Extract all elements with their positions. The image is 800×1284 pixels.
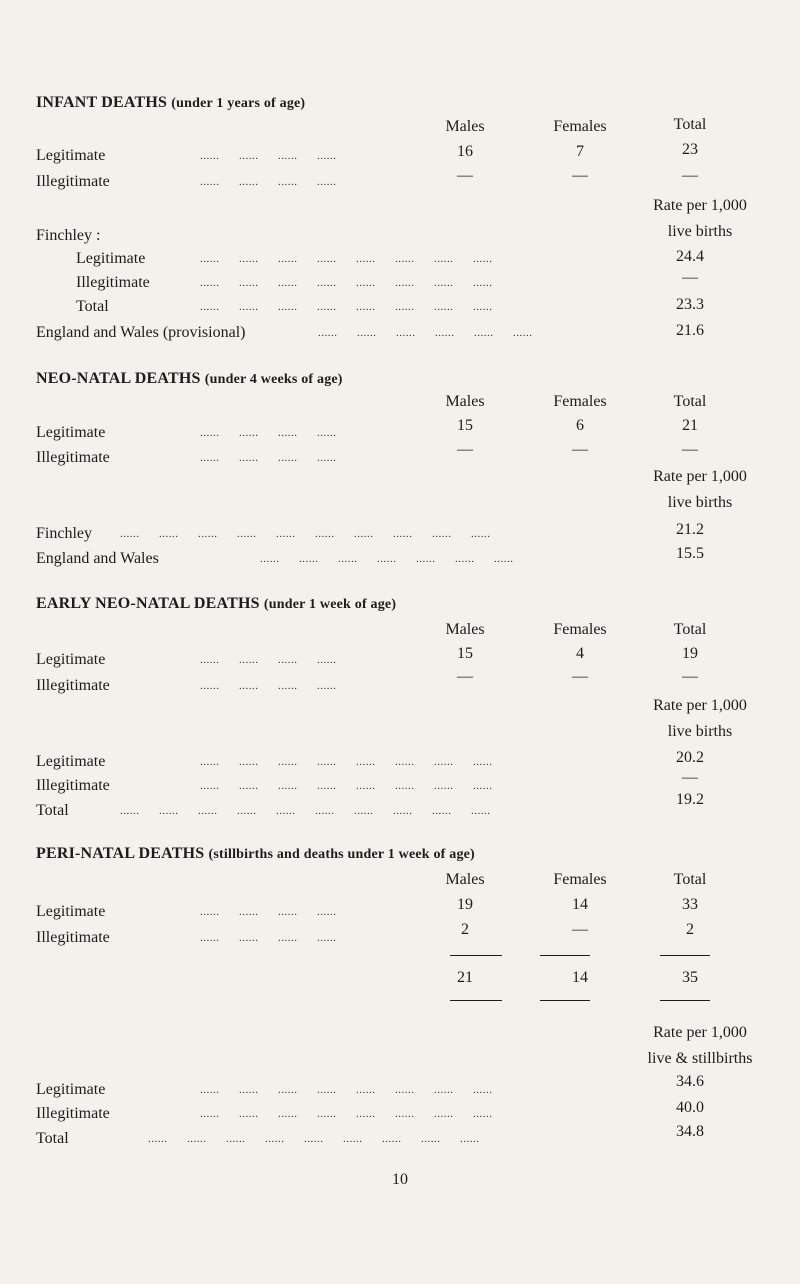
- perinatal-row-females: —: [572, 921, 588, 938]
- early-title: EARLY NEO-NATAL DEATHS: [36, 595, 260, 612]
- neonatal-rate-value: 21.2: [676, 521, 704, 538]
- perinatal-total-header: Total: [673, 871, 707, 888]
- rate-label: [615, 193, 785, 245]
- leader-dots: ...... ...... ...... ......: [200, 176, 337, 188]
- rate-label-line2: live births: [667, 723, 733, 740]
- infant-row-label: Illegitimate: [36, 173, 110, 190]
- infant-rate-value: 21.6: [676, 322, 704, 339]
- total-rule: [540, 1000, 590, 1001]
- leader-dots: ...... ...... ...... ......: [200, 452, 337, 464]
- rate-label-line1: Rate per 1,000: [653, 197, 747, 214]
- early-rate-value: 19.2: [676, 791, 704, 808]
- neonatal-rate-label: Finchley: [36, 525, 92, 542]
- early-row-males: —: [457, 668, 473, 685]
- rate-label-line2: live births: [667, 494, 733, 511]
- infant-males-header: Males: [445, 118, 485, 135]
- infant-row-total: 23: [682, 141, 698, 158]
- rate-label-line2: live births: [667, 223, 733, 240]
- perinatal-total-total: 35: [682, 969, 698, 986]
- perinatal-rate-label: Illegitimate: [36, 1105, 110, 1122]
- early-rate-value: —: [682, 769, 698, 786]
- neonatal-rate-label: England and Wales: [36, 550, 159, 567]
- leader-dots: ...... ...... ...... ......: [200, 427, 337, 439]
- leader-dots: ...... ...... ...... ...... ...... ...... ...... ......: [200, 756, 493, 768]
- early-rate-label: Illegitimate: [36, 777, 110, 794]
- infant-total-header: Total: [673, 116, 707, 133]
- leader-dots: ...... ...... ...... ...... ...... ...... ...... ......: [200, 277, 493, 289]
- finchley-label: Finchley :: [36, 227, 101, 244]
- leader-dots: ...... ...... ...... ......: [200, 150, 337, 162]
- leader-dots: ...... ...... ...... ......: [200, 680, 337, 692]
- neonatal-males-header: Males: [445, 393, 485, 410]
- early-row-label: Illegitimate: [36, 677, 110, 694]
- neonatal-title: NEO-NATAL DEATHS: [36, 370, 201, 387]
- perinatal-row-females: 14: [572, 896, 588, 913]
- perinatal-row-males: 2: [461, 921, 469, 938]
- early-total-header: Total: [673, 621, 707, 638]
- perinatal-row-total: 33: [682, 896, 698, 913]
- infant-title: INFANT DEATHS: [36, 94, 168, 111]
- early-neonatal-deaths-heading: [36, 595, 396, 613]
- neonatal-subtitle: (under 4 weeks of age): [204, 372, 343, 387]
- neonatal-deaths-heading: [36, 370, 343, 388]
- subtotal-rule: [450, 955, 502, 956]
- perinatal-rate-value: 40.0: [676, 1099, 704, 1116]
- perinatal-title: PERI-NATAL DEATHS: [36, 845, 205, 862]
- neonatal-row-females: 6: [576, 417, 584, 434]
- neonatal-row-males: 15: [457, 417, 473, 434]
- perinatal-total-females: 14: [572, 969, 588, 986]
- rate-label: [615, 693, 785, 745]
- neonatal-row-total: —: [682, 441, 698, 458]
- leader-dots: ...... ...... ...... ......: [200, 654, 337, 666]
- subtotal-rule: [660, 955, 710, 956]
- leader-dots: ...... ...... ...... ...... ...... ...... ...... ......: [200, 253, 493, 265]
- infant-row-males: —: [457, 167, 473, 184]
- perinatal-males-header: Males: [445, 871, 485, 888]
- early-females-header: Females: [553, 621, 607, 638]
- perinatal-row-males: 19: [457, 896, 473, 913]
- infant-rate-value: 24.4: [676, 248, 704, 265]
- subtotal-rule: [540, 955, 590, 956]
- perinatal-row-label: Legitimate: [36, 903, 106, 920]
- early-row-females: —: [572, 668, 588, 685]
- early-row-females: 4: [576, 645, 584, 662]
- early-row-total: —: [682, 668, 698, 685]
- infant-rate-value: —: [682, 269, 698, 286]
- perinatal-total-males: 21: [457, 969, 473, 986]
- leader-dots: ...... ...... ...... ......: [200, 906, 337, 918]
- rate-label-line2: live & stillbirths: [647, 1050, 753, 1067]
- leader-dots: ...... ...... ...... ...... ...... ...... ...... ......: [200, 301, 493, 313]
- infant-rate-value: 23.3: [676, 296, 704, 313]
- leader-dots: ...... ...... ...... ...... ...... ...... ...... ......: [200, 780, 493, 792]
- infant-rate-label: Total: [76, 298, 109, 315]
- infant-row-females: 7: [576, 143, 584, 160]
- early-subtitle: (under 1 week of age): [263, 597, 397, 612]
- perinatal-females-header: Females: [553, 871, 607, 888]
- leader-dots: ...... ...... ...... ...... ...... ...... ...... ...... ......: [148, 1133, 480, 1145]
- rate-label: [615, 1020, 785, 1072]
- early-row-total: 19: [682, 645, 698, 662]
- perinatal-rate-value: 34.8: [676, 1123, 704, 1140]
- early-rate-label: Legitimate: [36, 753, 106, 770]
- infant-subtitle: (under 1 years of age): [171, 96, 306, 111]
- neonatal-row-label: Illegitimate: [36, 449, 110, 466]
- total-rule: [660, 1000, 710, 1001]
- page-number: 10: [392, 1171, 408, 1188]
- leader-dots: ...... ...... ...... ...... ...... ...... ...... ......: [200, 1084, 493, 1096]
- early-males-header: Males: [445, 621, 485, 638]
- perinatal-rate-label: Legitimate: [36, 1081, 106, 1098]
- perinatal-rate-label: Total: [36, 1130, 69, 1147]
- early-row-males: 15: [457, 645, 473, 662]
- perinatal-row-total: 2: [686, 921, 694, 938]
- infant-rate-label: Illegitimate: [76, 274, 150, 291]
- infant-row-total: —: [682, 167, 698, 184]
- perinatal-rate-value: 34.6: [676, 1073, 704, 1090]
- neonatal-females-header: Females: [553, 393, 607, 410]
- leader-dots: ...... ...... ...... ...... ...... ...... ...... ...... ...... ......: [120, 528, 491, 540]
- neonatal-row-males: —: [457, 441, 473, 458]
- neonatal-row-label: Legitimate: [36, 424, 106, 441]
- early-rate-value: 20.2: [676, 749, 704, 766]
- perinatal-row-label: Illegitimate: [36, 929, 110, 946]
- infant-rate-label: Legitimate: [76, 250, 146, 267]
- infant-deaths-heading: [36, 94, 305, 112]
- infant-row-females: —: [572, 167, 588, 184]
- leader-dots: ...... ...... ...... ......: [200, 932, 337, 944]
- total-rule: [450, 1000, 502, 1001]
- rate-label-line1: Rate per 1,000: [653, 1024, 747, 1041]
- neonatal-total-header: Total: [673, 393, 707, 410]
- early-row-label: Legitimate: [36, 651, 106, 668]
- neonatal-row-females: —: [572, 441, 588, 458]
- neonatal-rate-value: 15.5: [676, 545, 704, 562]
- rate-label-line1: Rate per 1,000: [653, 468, 747, 485]
- leader-dots: ...... ...... ...... ...... ...... ......: [318, 327, 533, 339]
- infant-row-label: Legitimate: [36, 147, 106, 164]
- leader-dots: ...... ...... ...... ...... ...... ...... ......: [260, 553, 514, 565]
- infant-females-header: Females: [553, 118, 607, 135]
- leader-dots: ...... ...... ...... ...... ...... ...... ...... ...... ...... ......: [120, 805, 491, 817]
- neonatal-row-total: 21: [682, 417, 698, 434]
- rate-label-line1: Rate per 1,000: [653, 697, 747, 714]
- infant-row-males: 16: [457, 143, 473, 160]
- perinatal-subtitle: (stillbirths and deaths under 1 week of age): [208, 847, 475, 862]
- infant-rate-label: England and Wales (provisional): [36, 324, 246, 341]
- early-rate-label: Total: [36, 802, 69, 819]
- perinatal-deaths-heading: [36, 845, 475, 863]
- rate-label: [615, 464, 785, 516]
- leader-dots: ...... ...... ...... ...... ...... ...... ...... ......: [200, 1108, 493, 1120]
